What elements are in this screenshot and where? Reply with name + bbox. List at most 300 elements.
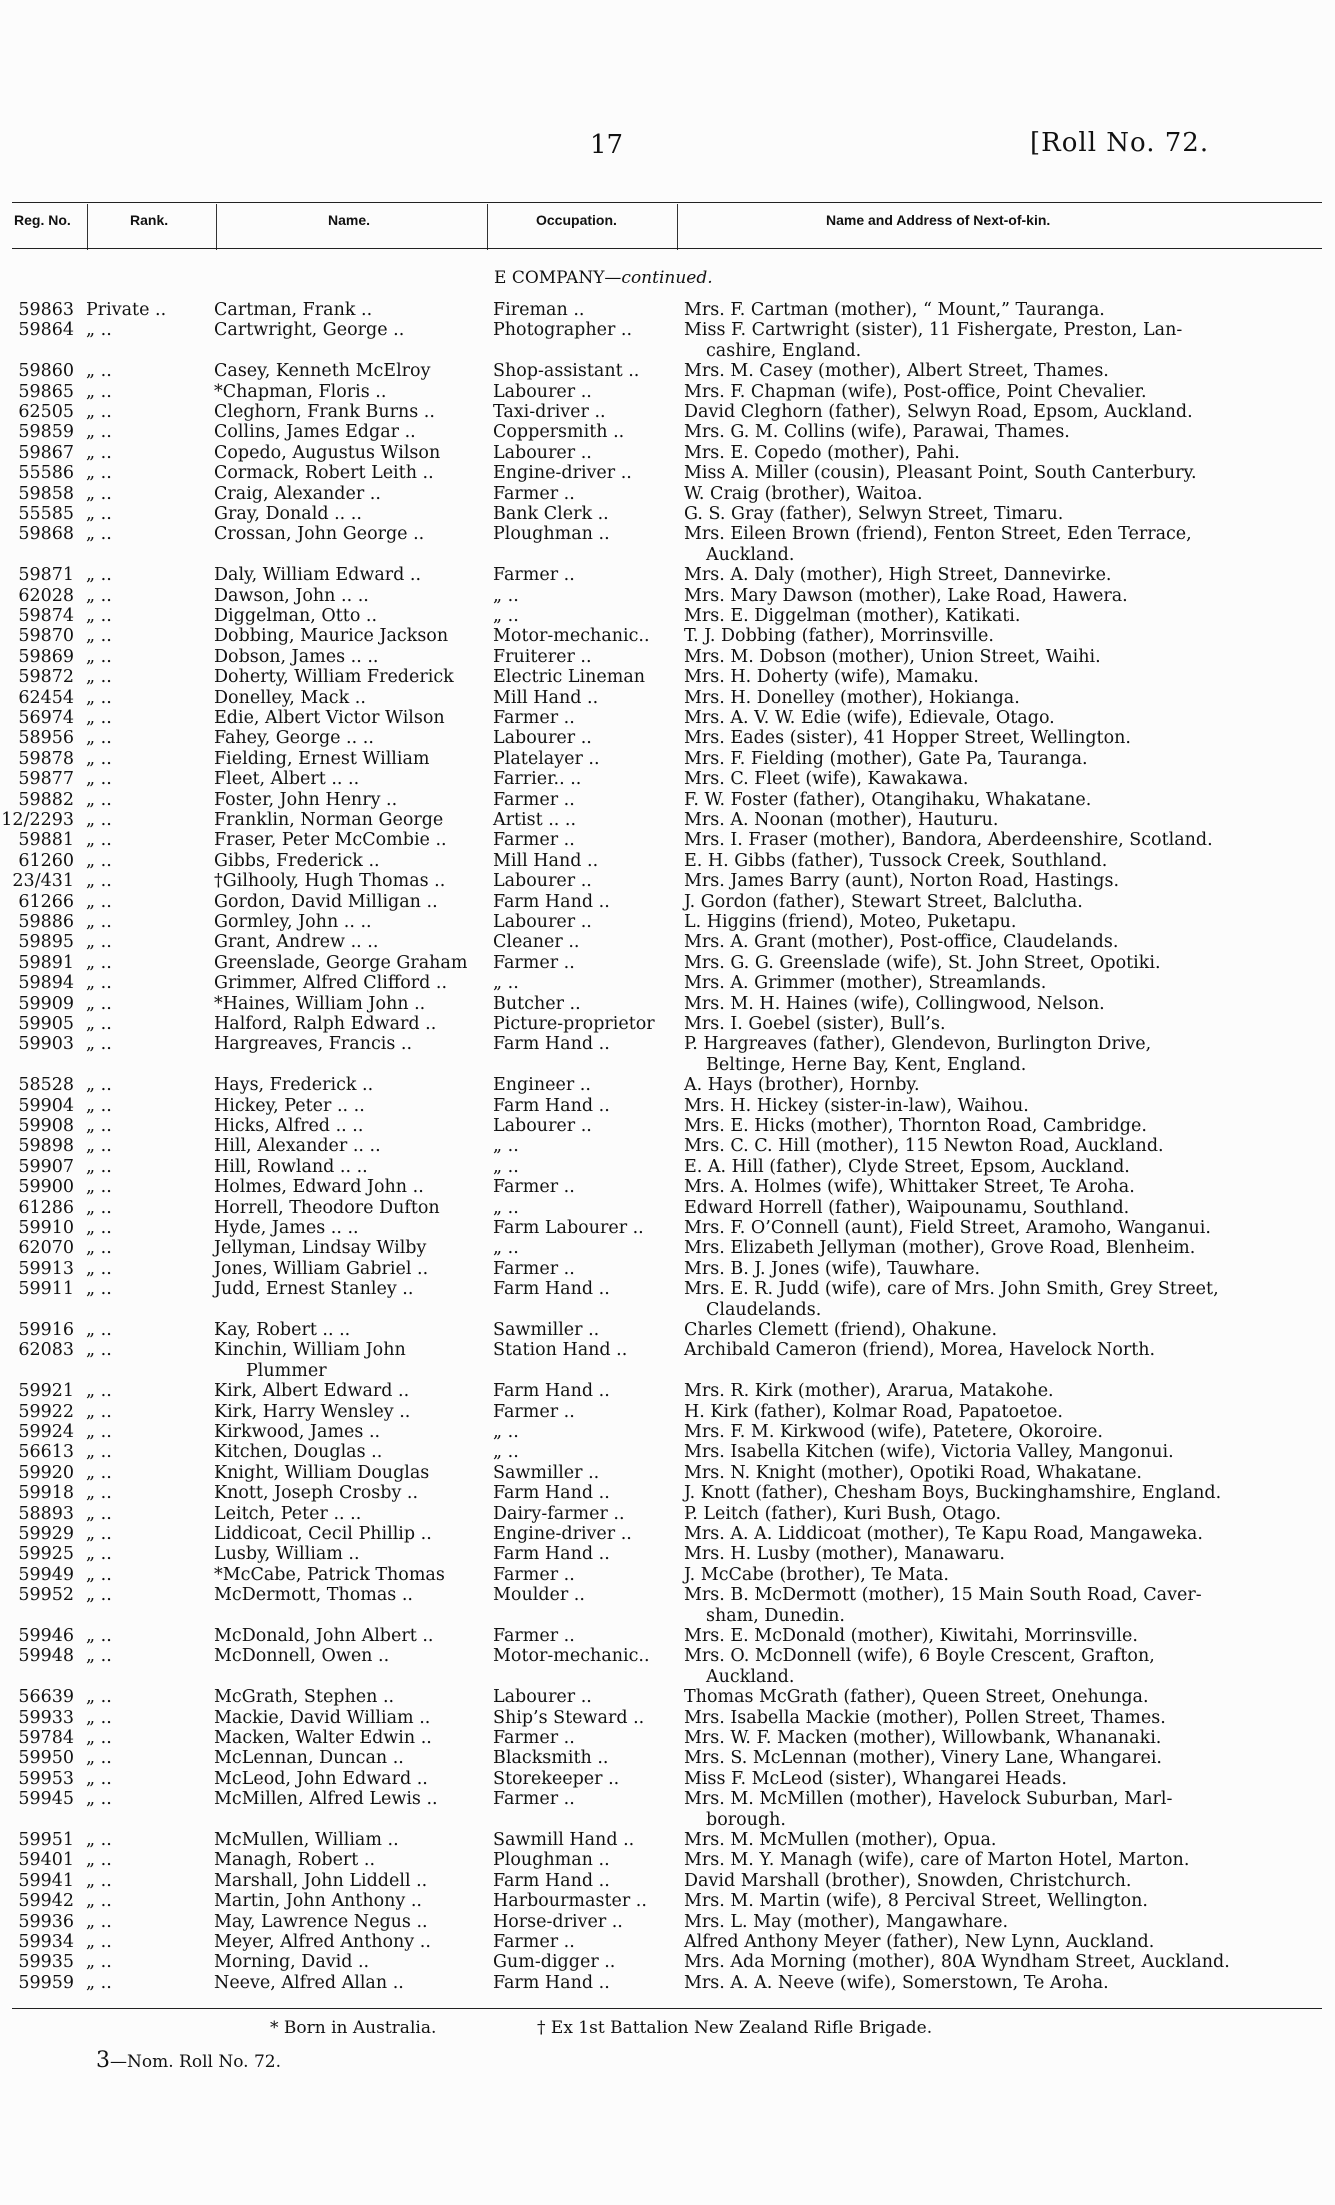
table-row	[0, 932, 1335, 952]
table-row	[0, 586, 1335, 606]
occupation: Shop-assistant ..	[493, 361, 640, 382]
footnote-ex: † Ex 1st Battalion New Zealand Rifle Brigade.	[537, 2018, 933, 2038]
table-row	[0, 1952, 1335, 1972]
next-of-kin: Mrs. I. Fraser (mother), Bandora, Aberdeenshire, Scotland.	[684, 830, 1213, 851]
next-of-kin: Archibald Cameron (friend), Morea, Havelock North.	[684, 1340, 1156, 1361]
rank: „ ..	[86, 871, 112, 892]
name: Collins, James Edgar ..	[214, 422, 416, 443]
rank: „ ..	[86, 381, 112, 402]
name: Judd, Ernest Stanley ..	[214, 1279, 414, 1300]
next-of-kin: borough.	[706, 1809, 786, 1830]
rank: „ ..	[86, 667, 112, 688]
reg-no: 59952	[18, 1585, 74, 1606]
rank: „ ..	[86, 932, 112, 953]
next-of-kin: Mrs. F. O’Connell (aunt), Field Street, Aramoho, Wanganui.	[684, 1218, 1211, 1238]
table-row	[0, 626, 1335, 646]
table-row	[0, 1830, 1335, 1850]
col-divider	[677, 204, 678, 250]
table-row	[0, 1259, 1335, 1279]
rank: „ ..	[86, 1320, 112, 1340]
occupation: Fruiterer ..	[493, 646, 592, 667]
next-of-kin: Edward Horrell (father), Waipounamu, Southland.	[684, 1197, 1130, 1218]
header-reg: Reg. No.	[14, 212, 71, 228]
rank: „ ..	[86, 1136, 112, 1157]
rank: „ ..	[86, 606, 112, 626]
reg-no: 59858	[18, 483, 74, 504]
occupation: Engine-driver ..	[493, 463, 632, 484]
table-row	[0, 708, 1335, 728]
next-of-kin: H. Kirk (father), Kolmar Road, Papatoetoe.	[684, 1401, 1063, 1422]
rank: „ ..	[86, 973, 112, 994]
reg-no: 59881	[18, 830, 74, 851]
reg-no: 59934	[18, 1932, 74, 1952]
occupation: Farmer ..	[493, 1177, 575, 1198]
name: Hargreaves, Francis ..	[214, 1034, 413, 1055]
table-row	[0, 688, 1335, 708]
occupation: „ ..	[493, 1156, 519, 1177]
rank: „ ..	[86, 626, 112, 647]
reg-no: 61266	[18, 891, 74, 912]
name: Hays, Frederick ..	[214, 1075, 374, 1096]
occupation: Farmer ..	[493, 1789, 575, 1810]
rank: „ ..	[86, 789, 112, 810]
occupation: „ ..	[493, 1136, 519, 1157]
rank: „ ..	[86, 1687, 112, 1708]
rank: „ ..	[86, 422, 112, 443]
reg-no: 59401	[18, 1850, 74, 1871]
next-of-kin: Mrs. James Barry (aunt), Norton Road, Hastings.	[684, 871, 1120, 892]
next-of-kin: Mrs. A. Noonan (mother), Hauturu.	[684, 810, 999, 830]
reg-no: 59929	[18, 1524, 74, 1544]
name: Grimmer, Alfred Clifford ..	[214, 973, 448, 994]
name-continued: Plummer	[246, 1360, 327, 1381]
reg-no: 59870	[18, 626, 74, 647]
next-of-kin: Mrs. M. McMullen (mother), Opua.	[684, 1830, 997, 1850]
table-row	[0, 1177, 1335, 1197]
rank: „ ..	[86, 320, 112, 341]
rank: „ ..	[86, 1340, 112, 1361]
name: Edie, Albert Victor Wilson	[214, 708, 445, 728]
name: Fleet, Albert .. ..	[214, 769, 360, 790]
rank: „ ..	[86, 1524, 112, 1544]
next-of-kin: Mrs. M. Casey (mother), Albert Street, Thames.	[684, 361, 1109, 382]
reg-no: 59908	[18, 1116, 74, 1136]
col-divider	[87, 204, 88, 250]
table-row	[0, 1340, 1335, 1381]
name: Kirkwood, James ..	[214, 1422, 381, 1442]
rule-top	[12, 202, 1322, 203]
table-row	[0, 994, 1335, 1014]
next-of-kin: sham, Dunedin.	[706, 1605, 845, 1626]
rank: „ ..	[86, 1748, 112, 1769]
name: Knott, Joseph Crosby ..	[214, 1483, 419, 1504]
name: Hyde, James .. ..	[214, 1218, 359, 1238]
occupation: Station Hand ..	[493, 1340, 628, 1361]
rank: Private ..	[86, 300, 167, 320]
next-of-kin: Claudelands.	[706, 1299, 822, 1320]
occupation: Gum-digger ..	[493, 1952, 616, 1973]
next-of-kin: Miss A. Miller (cousin), Pleasant Point, South Canterbury.	[684, 463, 1197, 484]
rank: „ ..	[86, 1585, 112, 1606]
rank: „ ..	[86, 1564, 112, 1585]
occupation: Ploughman ..	[493, 1850, 610, 1871]
occupation: Farrier.. ..	[493, 769, 582, 790]
name: Kay, Robert .. ..	[214, 1320, 351, 1340]
reg-no: 62028	[18, 585, 74, 606]
name: McGrath, Stephen ..	[214, 1687, 395, 1708]
table-row	[0, 1116, 1335, 1136]
rank: „ ..	[86, 1258, 112, 1279]
name: Horrell, Theodore Dufton	[214, 1197, 440, 1218]
occupation: Motor-mechanic..	[493, 626, 650, 647]
name: Gibbs, Frederick ..	[214, 850, 380, 871]
table-row	[0, 1381, 1335, 1401]
occupation: Farm Hand ..	[493, 1034, 610, 1055]
occupation: Platelayer ..	[493, 748, 600, 769]
rank: „ ..	[86, 891, 112, 912]
next-of-kin: Mrs. Eades (sister), 41 Hopper Street, Wellington.	[684, 728, 1131, 749]
reg-no: 58956	[18, 728, 74, 749]
table-row	[0, 1728, 1335, 1748]
name: McLeod, John Edward ..	[214, 1768, 428, 1789]
name: Donelley, Mack ..	[214, 687, 366, 708]
name: McDermott, Thomas ..	[214, 1585, 413, 1606]
rank: „ ..	[86, 1768, 112, 1789]
reg-no: 59905	[18, 1014, 74, 1034]
name: Grant, Andrew .. ..	[214, 932, 379, 953]
reg-no: 61260	[18, 850, 74, 871]
reg-no: 62454	[18, 687, 74, 708]
next-of-kin: Mrs. A. Daly (mother), High Street, Dannevirke.	[684, 565, 1112, 586]
occupation: Sawmiller ..	[493, 1462, 600, 1483]
table-row	[0, 1504, 1335, 1524]
header-kin: Name and Address of Next-of-kin.	[826, 212, 1051, 228]
name: Martin, John Anthony ..	[214, 1891, 422, 1912]
reg-no: 59865	[18, 381, 74, 402]
header-occupation: Occupation.	[536, 212, 617, 228]
rank: „ ..	[86, 687, 112, 708]
header-rank: Rank.	[130, 212, 169, 228]
next-of-kin: Mrs. Ada Morning (mother), 80A Wyndham Street, Auckland.	[684, 1952, 1230, 1973]
roll-title: [Roll No. 72.	[1030, 128, 1210, 158]
rank: „ ..	[86, 1401, 112, 1422]
table-row	[0, 912, 1335, 932]
rank: „ ..	[86, 1870, 112, 1891]
table-row	[0, 1238, 1335, 1258]
next-of-kin: Mrs. C. Fleet (wife), Kawakawa.	[684, 769, 969, 790]
name: Hill, Alexander .. ..	[214, 1136, 381, 1157]
occupation: Farm Labourer ..	[493, 1218, 644, 1238]
table-row	[0, 830, 1335, 850]
table-row	[0, 1626, 1335, 1646]
next-of-kin: Mrs. G. G. Greenslade (wife), St. John Street, Opotiki.	[684, 952, 1161, 973]
occupation: Blacksmith ..	[493, 1748, 609, 1769]
table-row	[0, 810, 1335, 830]
occupation: Labourer ..	[493, 442, 592, 463]
name: Hill, Rowland .. ..	[214, 1156, 368, 1177]
next-of-kin: David Cleghorn (father), Selwyn Road, Epsom, Auckland.	[684, 402, 1193, 422]
rank: „ ..	[86, 1503, 112, 1524]
rank: „ ..	[86, 769, 112, 790]
table-row	[0, 524, 1335, 565]
occupation: Photographer ..	[493, 320, 633, 341]
occupation: Farmer ..	[493, 483, 575, 504]
table-row	[0, 667, 1335, 687]
name: Fahey, George .. ..	[214, 728, 374, 749]
next-of-kin: David Marshall (brother), Snowden, Christchurch.	[684, 1870, 1132, 1891]
reg-no: 59948	[18, 1646, 74, 1667]
reg-no: 59860	[18, 361, 74, 382]
table-row	[0, 300, 1335, 320]
rank: „ ..	[86, 1483, 112, 1504]
table-row	[0, 402, 1335, 422]
table-row	[0, 320, 1335, 361]
table-row	[0, 1565, 1335, 1585]
name: †Gilhooly, Hugh Thomas ..	[214, 871, 446, 892]
rank: „ ..	[86, 1442, 112, 1463]
table-row	[0, 1483, 1335, 1503]
occupation: Engine-driver ..	[493, 1524, 632, 1544]
table-row	[0, 463, 1335, 483]
next-of-kin: Alfred Anthony Meyer (father), New Lynn, Auckland.	[684, 1932, 1155, 1952]
occupation: Farmer ..	[493, 1728, 575, 1748]
name: Jones, William Gabriel ..	[214, 1258, 429, 1279]
next-of-kin: F. W. Foster (father), Otangihaku, Whakatane.	[684, 789, 1092, 810]
next-of-kin: G. S. Gray (father), Selwyn Street, Timaru.	[684, 504, 1064, 524]
reg-no: 59907	[18, 1156, 74, 1177]
section-title: E COMPANY—continued.	[494, 268, 713, 288]
table-row	[0, 1402, 1335, 1422]
reg-no: 55585	[18, 504, 74, 524]
occupation: Labourer ..	[493, 381, 592, 402]
next-of-kin: Mrs. M. McMillen (mother), Havelock Suburban, Marl-	[684, 1789, 1173, 1810]
occupation: Labourer ..	[493, 871, 592, 892]
table-row	[0, 647, 1335, 667]
next-of-kin: Mrs. F. M. Kirkwood (wife), Patetere, Okoroire.	[684, 1422, 1103, 1442]
next-of-kin: Mrs. Eileen Brown (friend), Fenton Street, Eden Terrace,	[684, 524, 1192, 545]
table-row	[0, 1014, 1335, 1034]
next-of-kin: T. J. Dobbing (father), Morrinsville.	[684, 626, 994, 647]
next-of-kin: Charles Clemett (friend), Ohakune.	[684, 1320, 998, 1340]
reg-no: 59877	[18, 769, 74, 790]
reg-no: 59903	[18, 1034, 74, 1055]
name: Halford, Ralph Edward ..	[214, 1014, 437, 1034]
next-of-kin: Mrs. A. Grimmer (mother), Streamlands.	[684, 973, 1047, 994]
name: Hickey, Peter .. ..	[214, 1095, 365, 1116]
rank: „ ..	[86, 1707, 112, 1728]
reg-no: 59874	[18, 606, 74, 626]
name: Neeve, Alfred Allan ..	[214, 1972, 404, 1993]
rank: „ ..	[86, 463, 112, 484]
name: Dobbing, Maurice Jackson	[214, 626, 449, 647]
reg-no: 62505	[18, 402, 74, 422]
next-of-kin: Mrs. E. Hicks (mother), Thornton Road, Cambridge.	[684, 1116, 1147, 1136]
rank: „ ..	[86, 1381, 112, 1402]
table-row	[0, 871, 1335, 891]
name: Marshall, John Liddell ..	[214, 1870, 428, 1891]
rank: „ ..	[86, 1462, 112, 1483]
rank: „ ..	[86, 1789, 112, 1810]
next-of-kin: Mrs. H. Hickey (sister-in-law), Waihou.	[684, 1095, 1029, 1116]
rank: „ ..	[86, 1197, 112, 1218]
rank: „ ..	[86, 1177, 112, 1198]
reg-no: 59882	[18, 789, 74, 810]
table-row	[0, 1932, 1335, 1952]
next-of-kin: L. Higgins (friend), Moteo, Puketapu.	[684, 912, 1017, 932]
reg-no: 56613	[18, 1442, 74, 1463]
next-of-kin: Mrs. W. F. Macken (mother), Willowbank, Whananaki.	[684, 1728, 1162, 1748]
reg-no: 59859	[18, 422, 74, 443]
table-row	[0, 1198, 1335, 1218]
name: Greenslade, George Graham	[214, 952, 468, 973]
rank: „ ..	[86, 830, 112, 851]
next-of-kin: Mrs. A. V. W. Edie (wife), Edievale, Otago.	[684, 708, 1055, 728]
next-of-kin: Mrs. E. Copedo (mother), Pahi.	[684, 442, 960, 463]
reg-no: 59921	[18, 1381, 74, 1402]
next-of-kin: Mrs. H. Lusby (mother), Manawaru.	[684, 1544, 1005, 1565]
table-row	[0, 484, 1335, 504]
reg-no: 59869	[18, 646, 74, 667]
rank: „ ..	[86, 952, 112, 973]
rank: „ ..	[86, 1911, 112, 1932]
occupation: Cleaner ..	[493, 932, 580, 953]
occupation: Farmer ..	[493, 1564, 575, 1585]
name: Meyer, Alfred Anthony ..	[214, 1932, 431, 1952]
reg-no: 59898	[18, 1136, 74, 1157]
name: Leitch, Peter .. ..	[214, 1503, 362, 1524]
name: Cartwright, George ..	[214, 320, 405, 341]
occupation: Artist .. ..	[493, 810, 577, 830]
next-of-kin: Mrs. E. Diggelman (mother), Katikati.	[684, 606, 1021, 626]
occupation: Moulder ..	[493, 1585, 585, 1606]
rank: „ ..	[86, 1218, 112, 1238]
rank: „ ..	[86, 1075, 112, 1096]
name: Foster, John Henry ..	[214, 789, 398, 810]
reg-no: 59913	[18, 1258, 74, 1279]
table-row	[0, 1769, 1335, 1789]
name: Dawson, John .. ..	[214, 585, 369, 606]
name: Gray, Donald .. ..	[214, 504, 362, 524]
footnote-born: * Born in Australia.	[270, 2018, 437, 2038]
reg-no: 59871	[18, 565, 74, 586]
next-of-kin: Beltinge, Herne Bay, Kent, England.	[706, 1054, 1027, 1075]
next-of-kin: Mrs. Mary Dawson (mother), Lake Road, Hawera.	[684, 585, 1128, 606]
table-row	[0, 1973, 1335, 1993]
name: Fielding, Ernest William	[214, 748, 430, 769]
name: Holmes, Edward John ..	[214, 1177, 424, 1198]
table-row	[0, 1871, 1335, 1891]
occupation: Ploughman ..	[493, 524, 610, 545]
table-row	[0, 1136, 1335, 1156]
rank: „ ..	[86, 565, 112, 586]
name: Doherty, William Frederick	[214, 667, 454, 688]
occupation: Labourer ..	[493, 1687, 592, 1708]
table-row	[0, 1524, 1335, 1544]
name: Kitchen, Douglas ..	[214, 1442, 383, 1463]
name: McDonnell, Owen ..	[214, 1646, 390, 1667]
name: *Haines, William John ..	[214, 993, 426, 1014]
table-row	[0, 1687, 1335, 1707]
name: *McCabe, Patrick Thomas	[214, 1564, 445, 1585]
table-row	[0, 382, 1335, 402]
rank: „ ..	[86, 1728, 112, 1748]
occupation: Fireman ..	[493, 300, 585, 320]
rule-header	[12, 248, 1322, 249]
reg-no: 59911	[18, 1279, 74, 1300]
occupation: Farm Hand ..	[493, 1483, 610, 1504]
reg-no: 59916	[18, 1320, 74, 1340]
table-row	[0, 1850, 1335, 1870]
occupation: „ ..	[493, 1422, 519, 1442]
rank: „ ..	[86, 1626, 112, 1646]
next-of-kin: Mrs. F. Chapman (wife), Post-office, Point Chevalier.	[684, 381, 1147, 402]
next-of-kin: J. McCabe (brother), Te Mata.	[684, 1564, 949, 1585]
name: Fraser, Peter McCombie ..	[214, 830, 447, 851]
next-of-kin: Mrs. B. McDermott (mother), 15 Main South Road, Caver-	[684, 1585, 1202, 1606]
occupation: Dairy-farmer ..	[493, 1503, 625, 1524]
table-row	[0, 790, 1335, 810]
occupation: Electric Lineman	[493, 667, 646, 688]
table-row	[0, 606, 1335, 626]
name: Gormley, John .. ..	[214, 912, 372, 932]
table-row	[0, 1708, 1335, 1728]
next-of-kin: Mrs. C. C. Hill (mother), 115 Newton Road, Auckland.	[684, 1136, 1164, 1157]
occupation: Sawmill Hand ..	[493, 1830, 635, 1850]
next-of-kin: Mrs. A. A. Liddicoat (mother), Te Kapu Road, Mangaweka.	[684, 1524, 1203, 1544]
occupation: Farmer ..	[493, 565, 575, 586]
name: Cartman, Frank ..	[214, 300, 373, 320]
rank: „ ..	[86, 1646, 112, 1667]
reg-no: 59941	[18, 1870, 74, 1891]
next-of-kin: Mrs. H. Donelley (mother), Hokianga.	[684, 687, 1020, 708]
reg-no: 59942	[18, 1891, 74, 1912]
page-footer: 3—Nom. Roll No. 72.	[96, 2048, 282, 2073]
next-of-kin: Mrs. Isabella Mackie (mother), Pollen Street, Thames.	[684, 1707, 1166, 1728]
name: Daly, William Edward ..	[214, 565, 422, 586]
rank: „ ..	[86, 1952, 112, 1973]
next-of-kin: Mrs. L. May (mother), Mangawhare.	[684, 1911, 1009, 1932]
occupation: „ ..	[493, 1197, 519, 1218]
rank: „ ..	[86, 810, 112, 830]
table-row	[0, 1034, 1335, 1075]
reg-no: 59784	[18, 1728, 74, 1748]
name: Macken, Walter Edwin ..	[214, 1728, 432, 1748]
rank: „ ..	[86, 504, 112, 524]
name: Cleghorn, Frank Burns ..	[214, 402, 435, 422]
occupation: Horse-driver ..	[493, 1911, 623, 1932]
next-of-kin: Mrs. A. Holmes (wife), Whittaker Street, Te Aroha.	[684, 1177, 1135, 1198]
reg-no: 59935	[18, 1952, 74, 1973]
next-of-kin: Mrs. A. A. Neeve (wife), Somerstown, Te Aroha.	[684, 1972, 1109, 1993]
next-of-kin: Mrs. R. Kirk (mother), Ararua, Matakohe.	[684, 1381, 1054, 1402]
reg-no: 59953	[18, 1768, 74, 1789]
rank: „ ..	[86, 1095, 112, 1116]
name: May, Lawrence Negus ..	[214, 1911, 428, 1932]
table-row	[0, 769, 1335, 789]
name: Kinchin, William John	[214, 1340, 406, 1361]
next-of-kin: Mrs. E. R. Judd (wife), care of Mrs. John Smith, Grey Street,	[684, 1279, 1219, 1300]
occupation: Labourer ..	[493, 912, 592, 932]
rank: „ ..	[86, 728, 112, 749]
reg-no: 59895	[18, 932, 74, 953]
col-divider	[216, 204, 217, 250]
table-row	[0, 1748, 1335, 1768]
name: Gordon, David Milligan ..	[214, 891, 438, 912]
reg-no: 59868	[18, 524, 74, 545]
reg-no: 62070	[18, 1238, 74, 1259]
occupation: Farm Hand ..	[493, 891, 610, 912]
next-of-kin: E. A. Hill (father), Clyde Street, Epsom, Auckland.	[684, 1156, 1130, 1177]
